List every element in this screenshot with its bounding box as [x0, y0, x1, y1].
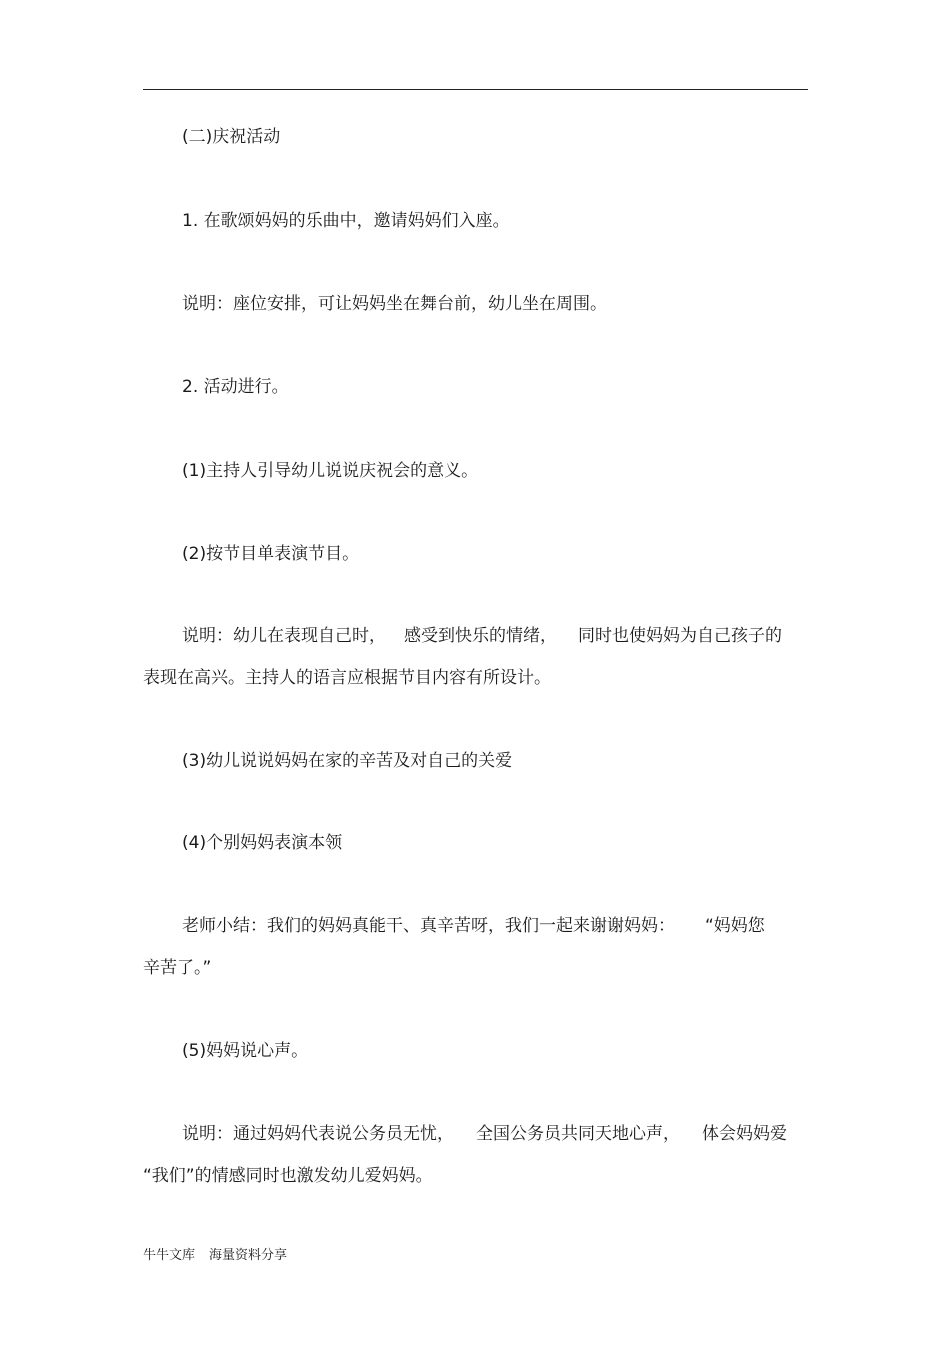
p11-segment-c: 体会妈妈爱: [702, 1124, 787, 1144]
paragraph-1: 1. 在歌颂妈妈的乐曲中，邀请妈妈们入座。: [182, 211, 510, 231]
paragraph-2: 说明：座位安排，可让妈妈坐在舞台前，幼儿坐在周围。: [182, 294, 607, 314]
paragraph-7: (3)幼儿说说妈妈在家的辛苦及对自己的关爱: [182, 751, 513, 771]
footer-slogan: 海量资料分享: [209, 1248, 288, 1263]
footer-brand: 牛牛文库: [143, 1248, 196, 1263]
paragraph-6: [143, 615, 808, 699]
paragraph-9: [143, 905, 808, 989]
paragraph-8: (4)个别妈妈表演本领: [182, 833, 343, 853]
p11-line-2: “我们”的情感同时也激发幼儿爱妈妈。: [143, 1166, 433, 1186]
p9-segment-b: “妈妈您: [705, 916, 765, 936]
p11-segment-b: 全国公务员共同天地心声，: [476, 1124, 680, 1144]
section-heading: (二)庆祝活动: [182, 127, 281, 147]
p6-segment-a: 说明：幼儿在表现自己时，: [182, 626, 386, 646]
paragraph-10: (5)妈妈说心声。: [182, 1041, 309, 1061]
p6-segment-b: 感受到快乐的情绪，: [404, 626, 557, 646]
paragraph-11: [143, 1113, 808, 1197]
page-footer: [143, 1246, 287, 1266]
p9-line-2: 辛苦了。”: [143, 958, 212, 978]
paragraph-3: 2. 活动进行。: [182, 377, 289, 397]
header-rule: [143, 89, 808, 90]
paragraph-5: (2)按节目单表演节目。: [182, 544, 360, 564]
paragraph-4: (1)主持人引导幼儿说说庆祝会的意义。: [182, 461, 479, 481]
p6-segment-c: 同时也使妈妈为自己孩子的: [578, 626, 782, 646]
p11-segment-a: 说明：通过妈妈代表说公务员无忧，: [182, 1124, 454, 1144]
p6-line-2: 表现在高兴。主持人的语言应根据节目内容有所设计。: [143, 668, 551, 688]
p9-segment-a: 老师小结：我们的妈妈真能干、真辛苦呀，我们一起来谢谢妈妈：: [182, 916, 675, 936]
